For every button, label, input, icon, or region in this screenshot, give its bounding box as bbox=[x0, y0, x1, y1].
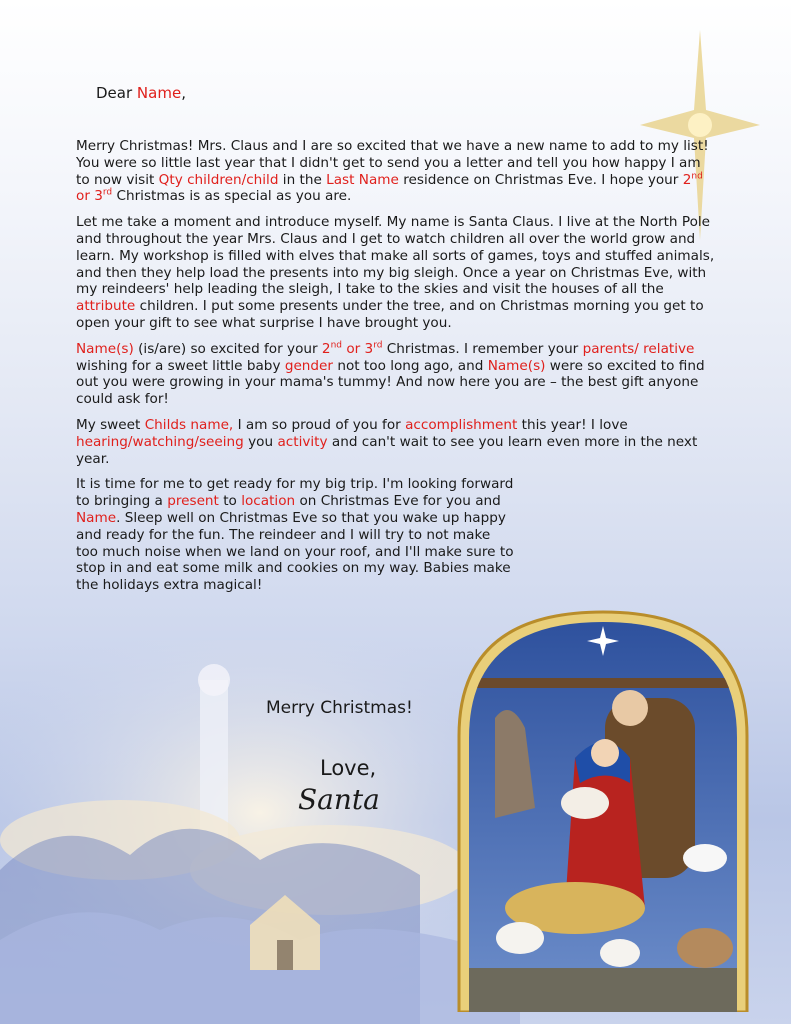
text: were so excited to find out you were growing in your mama's tummy! And now here you are – the best gift anyone could ask for! bbox=[76, 357, 705, 408]
field-names[interactable]: Name(s) bbox=[487, 357, 546, 374]
text: on Christmas Eve for you and bbox=[295, 493, 501, 510]
text: (is/are) so excited for your bbox=[133, 340, 322, 357]
field-name[interactable]: Name bbox=[136, 84, 182, 102]
text: nd bbox=[691, 171, 703, 182]
field-accomplishment[interactable]: accomplishment bbox=[405, 416, 518, 433]
text: and can't wait to see you learn even more in the next year. bbox=[76, 433, 698, 467]
text: you bbox=[243, 433, 278, 450]
text: It is time for me to get ready for my big trip. I'm looking forward to bringing a bbox=[76, 476, 514, 510]
field-hearing-watching[interactable]: hearing/watching/seeing bbox=[76, 433, 244, 450]
text: Let me take a moment and introduce myself. My name is Santa Claus. I live at the North Pole and throughout the year Mrs. Claus and I get to watch children all over the world grow and learn. My workshop is filled with elves that make all sorts of games, toys and stuffed animals, and then they help load the presents into my big sleigh. Once a year on Christmas Eve, with my reindeers' help leading the sleigh, I take to the skies and visit the houses of all the bbox=[76, 214, 715, 298]
bethlehem-town-image bbox=[0, 640, 520, 1024]
text: this year! I love bbox=[517, 416, 628, 433]
paragraph-1 bbox=[76, 138, 716, 205]
field-attribute[interactable]: attribute bbox=[76, 298, 136, 315]
paragraph-3 bbox=[76, 341, 716, 408]
text: or 3 bbox=[76, 188, 103, 205]
text: in the bbox=[278, 171, 327, 188]
closing-love: Love, bbox=[320, 756, 377, 780]
paragraph-2 bbox=[76, 214, 716, 332]
field-qty-children[interactable]: Qty children/child bbox=[158, 171, 279, 188]
salutation bbox=[96, 84, 186, 102]
field-christmas-number[interactable] bbox=[322, 341, 383, 357]
text: or 3 bbox=[342, 340, 374, 357]
text: My sweet bbox=[76, 416, 145, 433]
salutation-comma: , bbox=[181, 84, 186, 102]
field-present[interactable]: present bbox=[167, 493, 219, 510]
text: nd bbox=[330, 340, 342, 351]
text: 2 bbox=[321, 340, 331, 357]
text: 2 bbox=[682, 171, 692, 188]
field-name[interactable]: Name bbox=[76, 509, 117, 526]
text: . Sleep well on Christmas Eve so that you wake up happy and ready for the fun. The reindeer and I will try to not make too much noise when we land on your roof, and I'll make sure to stop in and eat some milk and cookies on my way. Babies make the holidays extra magical! bbox=[76, 509, 514, 594]
text: I am so proud of you for bbox=[233, 416, 406, 433]
text: children. I put some presents under the tree, and on Christmas morning you get to open your gift to see what surprise I have brought you. bbox=[76, 298, 704, 331]
signature-santa: Santa bbox=[298, 783, 380, 816]
text: rd bbox=[102, 187, 113, 198]
field-location[interactable]: location bbox=[241, 493, 296, 510]
field-activity[interactable]: activity bbox=[277, 433, 328, 450]
text: residence on Christmas Eve. I hope your bbox=[398, 171, 683, 188]
text: wishing for a sweet little baby bbox=[76, 357, 285, 374]
text: Christmas. I remember your bbox=[382, 340, 583, 357]
field-last-name[interactable]: Last Name bbox=[326, 171, 399, 188]
text: Christmas is as special as you are. bbox=[112, 188, 352, 205]
paragraph-4 bbox=[76, 417, 716, 467]
text: Merry Christmas! Mrs. Claus and I are so excited that we have a new name to add to my list! You were so little last year that I didn't get to send you a letter and tell you how happy I am to now visit bbox=[76, 138, 709, 188]
nativity-scene-image bbox=[455, 608, 751, 1012]
field-parents-relative[interactable]: parents/ relative bbox=[582, 340, 695, 357]
salutation-dear: Dear bbox=[96, 84, 133, 102]
paragraph-5 bbox=[76, 476, 516, 594]
field-childs-name[interactable]: Childs name, bbox=[144, 416, 234, 433]
text: not too long ago, and bbox=[333, 357, 488, 374]
text: rd bbox=[373, 340, 383, 351]
field-gender[interactable]: gender bbox=[284, 357, 334, 374]
text: to bbox=[218, 493, 242, 510]
closing-merry-christmas: Merry Christmas! bbox=[266, 698, 413, 718]
field-names[interactable]: Name(s) bbox=[76, 340, 134, 357]
letter-body bbox=[76, 138, 716, 603]
